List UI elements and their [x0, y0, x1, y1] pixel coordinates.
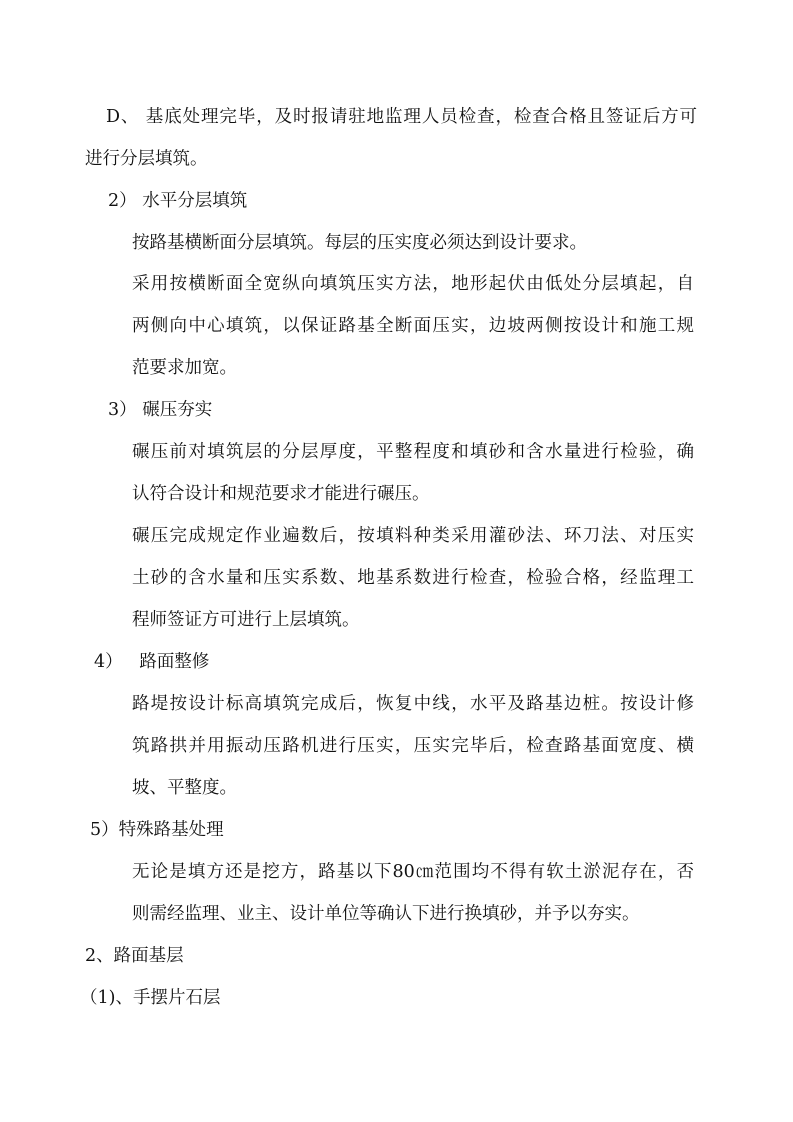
text-line: 两侧向中心填筑，以保证路基全断面压实，边坡两侧按设计和施工规: [132, 316, 694, 336]
text-line: 进行分层填筑。: [85, 149, 208, 169]
text-line: 碾压完成规定作业遍数后，按填料种类采用灌砂法、环刀法、对压实: [132, 526, 694, 546]
section-heading: 3） 碾压夯实: [108, 400, 213, 420]
text-line: 坡、平整度。: [132, 778, 237, 798]
text-line: 按路基横断面分层填筑。每层的压实度必须达到设计要求。: [132, 233, 587, 253]
text-line: 则需经监理、业主、设计单位等确认下进行换填砂，并予以夯实。: [132, 904, 640, 924]
text-line: 范要求加宽。: [132, 358, 237, 378]
text-line: 认符合设计和规范要求才能进行碾压。: [132, 484, 430, 504]
text-line: 路堤按设计标高填筑完成后，恢复中线，水平及路基边桩。按设计修: [132, 694, 694, 714]
text-line: 程师签证方可进行上层填筑。: [132, 610, 360, 630]
section-heading: 2） 水平分层填筑: [108, 191, 248, 211]
section-heading: 5）特殊路基处理: [90, 820, 224, 840]
section-heading: 4） 路面整修: [94, 652, 210, 672]
text-line: 土砂的含水量和压实系数、地基系数进行检查，检验合格，经监理工: [132, 568, 694, 588]
text-line: D、 基底处理完毕，及时报请驻地监理人员检查，检查合格且签证后方可: [106, 107, 697, 127]
text-line: 采用按横断面全宽纵向填筑压实方法，地形起伏由低处分层填起，自: [132, 274, 694, 294]
text-line: 碾压前对填筑层的分层厚度，平整程度和填砂和含水量进行检验，确: [132, 442, 694, 462]
text-line: 筑路拱并用振动压路机进行压实，压实完毕后，检查路基面宽度、横: [132, 736, 694, 756]
section-heading: （1)、手摆片石层: [80, 988, 221, 1008]
section-heading: 2、路面基层: [85, 946, 184, 966]
text-line: 无论是填方还是挖方，路基以下80㎝范围均不得有软土淤泥存在，否: [132, 862, 694, 882]
